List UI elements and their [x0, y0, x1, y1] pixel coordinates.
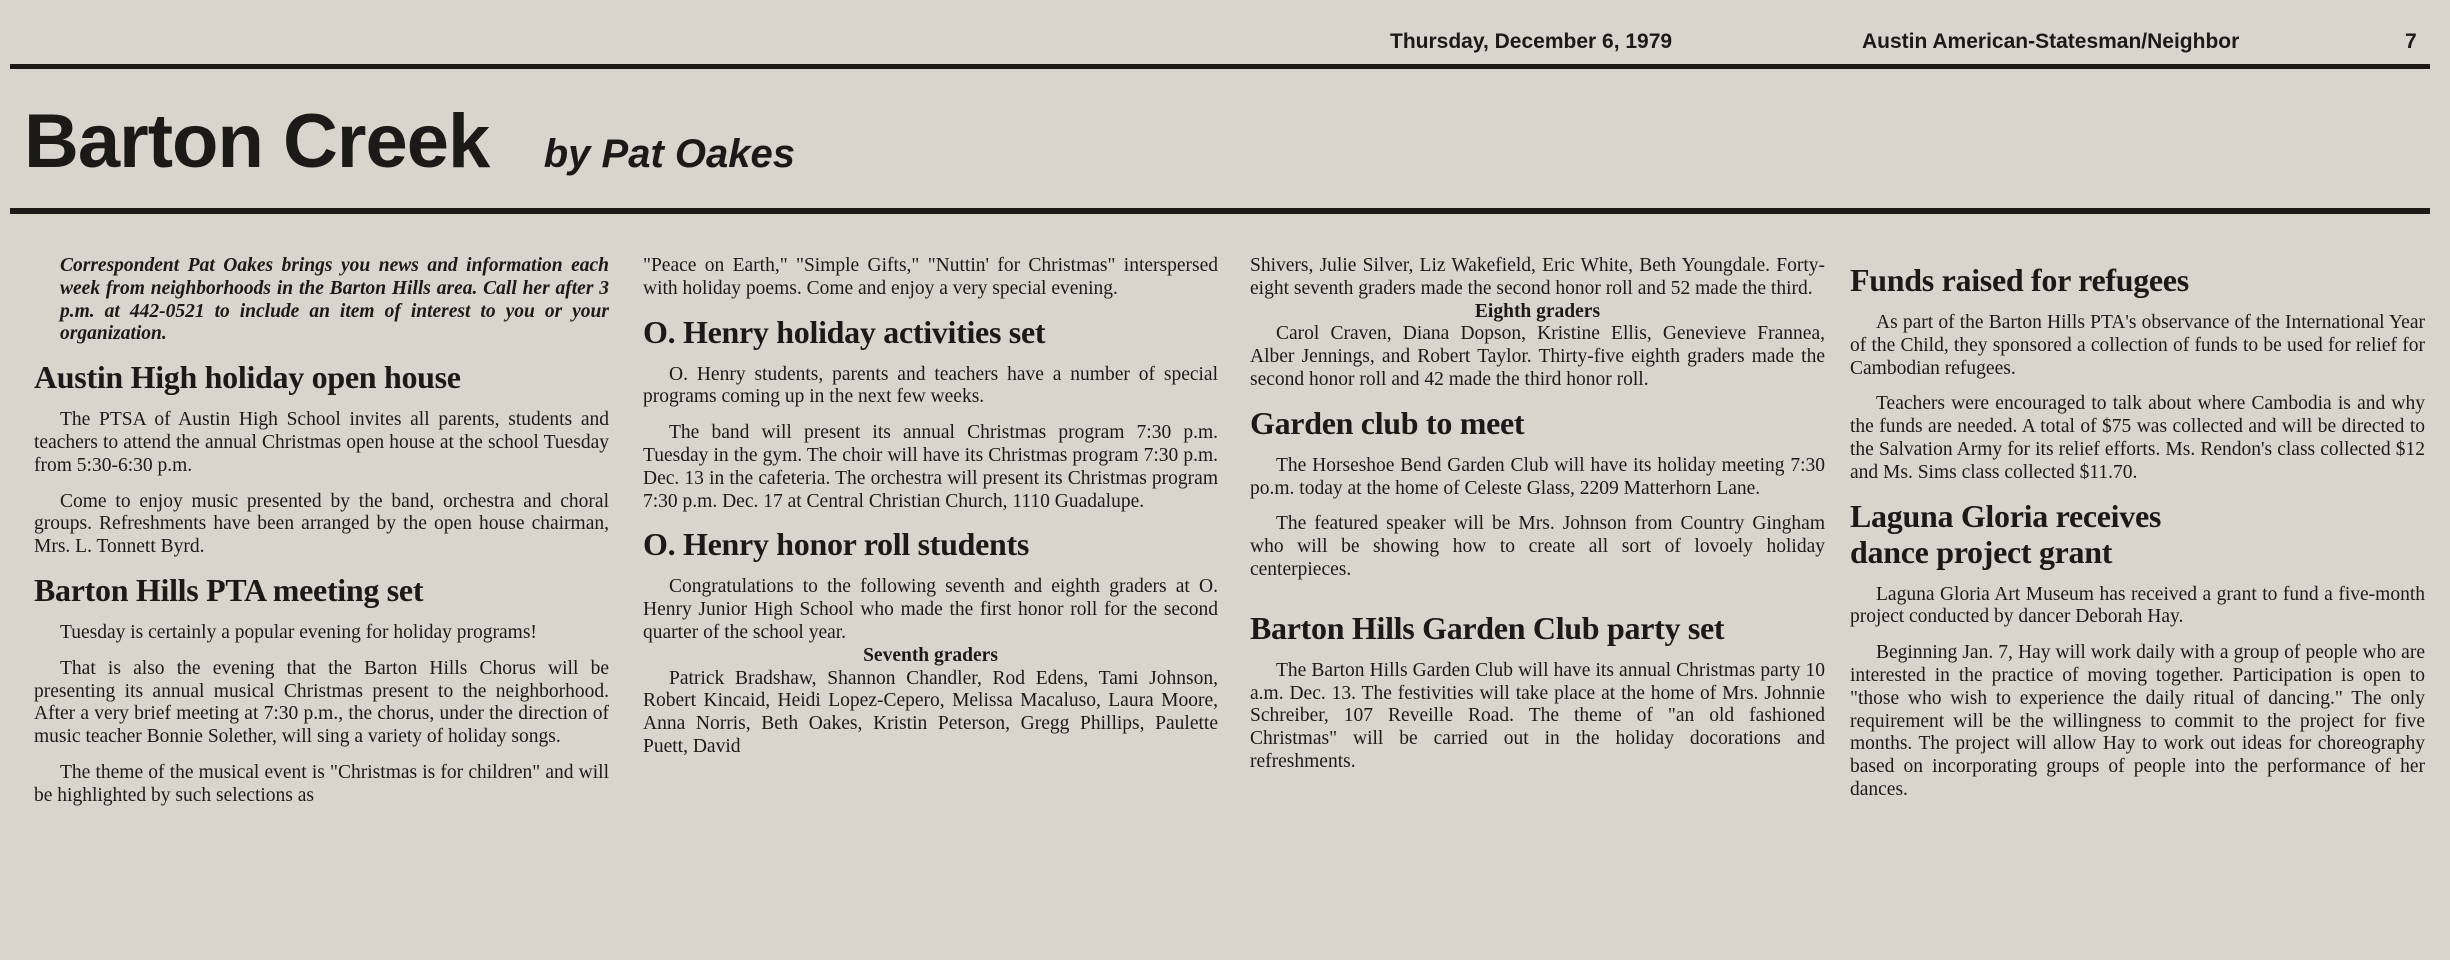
dateline	[0, 30, 2450, 64]
paragraph: The PTSA of Austin High School invites all parents, students and teachers to attend the annual Christmas open house at the school Tuesday from 5:30-6:30 p.m.	[34, 409, 609, 476]
headline-line: Laguna Gloria receives	[1850, 497, 2161, 534]
headline-ohenry-holiday: O. Henry holiday activities set	[643, 313, 1046, 350]
paragraph: Congratulations to the following seventh and eighth graders at O. Henry Junior High School who made the first honor roll for the second quarter of the school year.	[643, 576, 1218, 643]
paragraph-continued: "Peace on Earth," "Simple Gifts," "Nuttin' for Christmas" interspersed with holiday poems. Come and enjoy a very special evening.	[643, 255, 1218, 299]
headline-austin-high: Austin High holiday open house	[34, 359, 461, 396]
paragraph: Tuesday is certainly a popular evening for holiday programs!	[60, 621, 537, 643]
headline-ohenry-honor: O. Henry honor roll students	[643, 526, 1030, 563]
paragraph: The Barton Hills Garden Club will have its annual Christmas party 10 a.m. Dec. 13. The festivities will take place at the home of Mrs. Johnnie Schreiber, 107 Reveille Road. The theme of "an old fashioned Christmas" will be carried out in the holiday docorations and refreshments.	[1250, 659, 1825, 772]
publication-name: Austin American-Statesman/Neighbor	[1862, 30, 2240, 53]
paragraph: That is also the evening that the Barton Hills Chorus will be presenting its annual musical Christmas present to the neighborhood. After a very brief meeting at 7:30 p.m., the chorus, under the direction of music teacher Bonnie Solether, will sing a variety of holiday songs.	[34, 657, 609, 748]
top-rule	[10, 64, 2430, 69]
intro-text: Correspondent Pat Oakes brings you news and information each week from neighborhoods in the Barton Hills area. Call her after 3 p.m. at 442-0521 to include an item of interest to you or your organization.	[60, 255, 609, 345]
headline-barton-garden-party: Barton Hills Garden Club party set	[1250, 609, 1725, 646]
section-title: Barton Creek	[24, 99, 490, 184]
name-list: Carol Craven, Diana Dopson, Kristine Ellis, Genevieve Frannea, Alber Jennings, and Robert Taylor. Thirty-five eighth graders made the second honor roll and 42 made the third honor roll.	[1250, 323, 1825, 390]
name-list-continued: Shivers, Julie Silver, Liz Wakefield, Eric White, Beth Youngdale. Forty-eight seventh graders made the second honor roll and 52 made the third.	[1250, 255, 1825, 299]
column-3	[1250, 255, 1825, 787]
page-number: 7	[2405, 30, 2417, 53]
paragraph: The band will present its annual Christmas program 7:30 p.m. Tuesday in the gym. The choir will have its Christmas program 7:30 p.m. Dec. 13 in the cafeteria. The orchestra will present its Christmas program 7:30 p.m. Dec. 17 at Central Christian Church, 1110 Guadalupe.	[643, 422, 1218, 512]
paragraph: Teachers were encouraged to talk about where Cambodia is and why the funds are needed. A total of $75 was collected and will be directed to the Salvation Army for its relief efforts. Ms. Rendon's class collected $12 and Ms. Sims class collected $11.70.	[1850, 393, 2425, 483]
column-4	[1850, 262, 2425, 815]
name-list: Patrick Bradshaw, Shannon Chandler, Rod Edens, Tami Johnson, Robert Kincaid, Heidi Lopez-Cepero, Melissa Macaluso, Laura Moore, Anna Norris, Beth Oakes, Kristin Peterson, Gregg Phillips, Paulette Puett, David	[643, 667, 1218, 757]
paragraph: The featured speaker will be Mrs. Johnson from Country Gingham who will be showing how to create all sort of lovoely holiday centerpieces.	[1250, 513, 1825, 580]
section-masthead	[24, 98, 795, 188]
headline-refugees: Funds raised for refugees	[1850, 262, 2189, 298]
headline-laguna	[1850, 498, 2425, 570]
subhead-eighth-graders: Eighth graders	[1474, 300, 1601, 322]
paragraph: Come to enjoy music presented by the band, orchestra and choral groups. Refreshments have been arranged by the open house chairman, Mrs. L. Tonnett Byrd.	[34, 490, 609, 558]
headline-barton-pta: Barton Hills PTA meeting set	[34, 571, 424, 608]
issue-date: Thursday, December 6, 1979	[1390, 30, 1673, 53]
headline-garden-club: Garden club to meet	[1250, 404, 1525, 441]
paragraph: O. Henry students, parents and teachers have a number of special programs coming up in the next few weeks.	[643, 363, 1218, 408]
paragraph: Laguna Gloria Art Museum has received a grant to fund a five-month project conducted by dancer Deborah Hay.	[1850, 583, 2425, 628]
paragraph: The Horseshoe Bend Garden Club will have its holiday meeting 7:30 po.m. today at the home of Celeste Glass, 2209 Matterhorn Lane.	[1250, 454, 1825, 499]
subhead-seventh-graders: Seventh graders	[863, 644, 998, 666]
headline-line: dance project grant	[1850, 533, 2113, 570]
column-1	[34, 255, 609, 821]
masthead-rule	[10, 208, 2430, 214]
paragraph: As part of the Barton Hills PTA's observance of the International Year of the Child, they sponsored a collection of funds to be used for relief for Cambodian refugees.	[1850, 312, 2425, 379]
paragraph: The theme of the musical event is "Christmas is for children" and will be highlighted by such selections as	[34, 761, 609, 806]
byline: by Pat Oakes	[543, 132, 795, 176]
column-2	[643, 255, 1218, 772]
paragraph: Beginning Jan. 7, Hay will work daily with a group of people who are interested in the practice of moving together. Participation is open to "those who wish to experience the daily ritual of dancing." The only requirement will be the willingness to commit to the project for five months. The project will allow Hay to work out ideas for choreography based on incorporating groups of people into the performance of her dances.	[1850, 642, 2425, 800]
